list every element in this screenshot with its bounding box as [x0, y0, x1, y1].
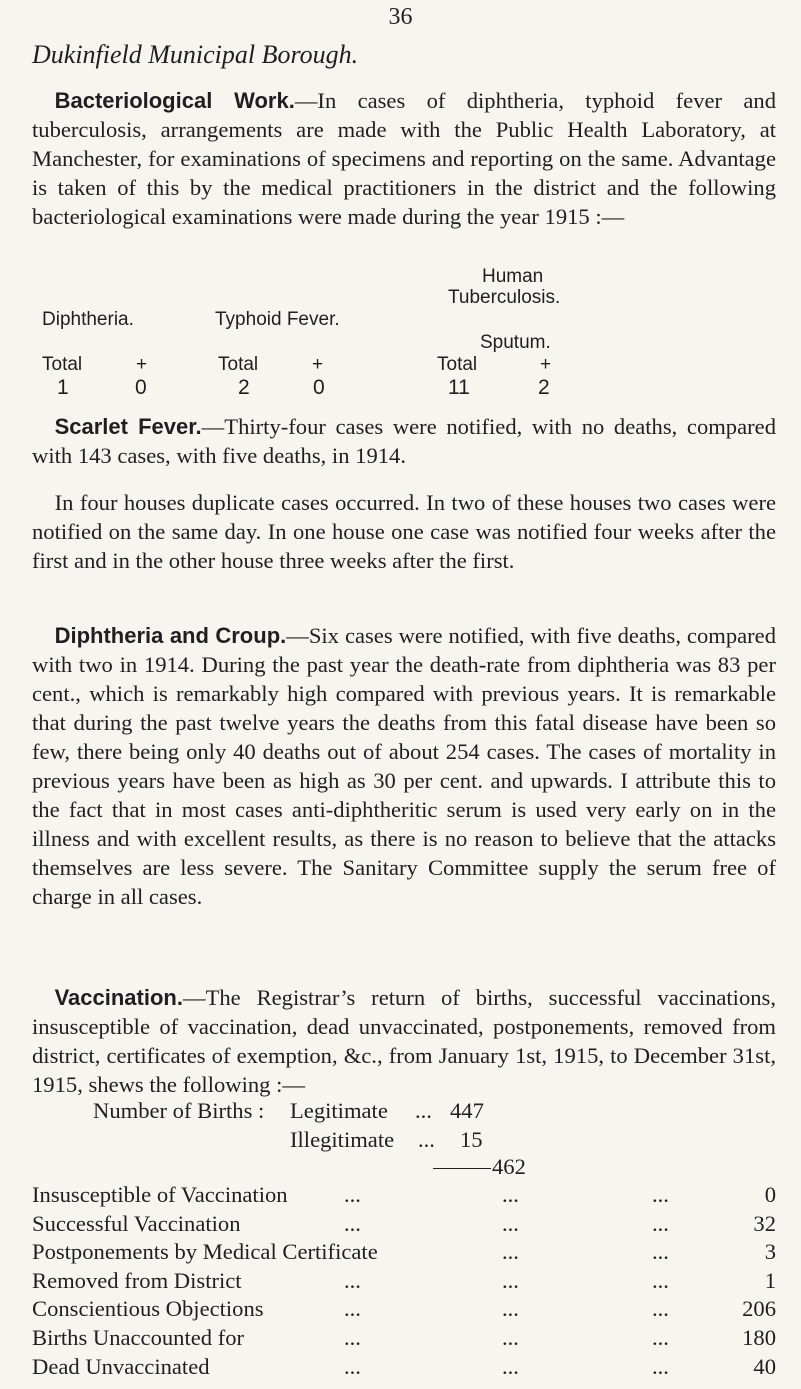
leader-dots: ...: [344, 1353, 361, 1379]
vaccination-row: [32, 1268, 776, 1298]
typhoid-total: 2: [238, 376, 250, 399]
leader-dots: ...: [344, 1182, 361, 1207]
leader-dots: ...: [502, 1296, 519, 1322]
leader-dots: ...: [344, 1267, 361, 1293]
tb-label-line3: Sputum.: [480, 332, 551, 353]
leader-dots: ...: [652, 1325, 669, 1350]
bacteriological-heading: Bacteriological Work.: [54, 88, 295, 113]
tb-plus: +: [540, 354, 552, 375]
leader-dots: ...: [344, 1296, 361, 1322]
births-total: 462: [492, 1154, 526, 1179]
vaccination-row-value: 3: [764, 1239, 776, 1265]
leader-dots: ...: [502, 1210, 519, 1236]
leader-dots: ...: [502, 1182, 519, 1207]
scarlet-heading: Scarlet Fever.: [54, 414, 202, 439]
leader-dots: ...: [652, 1239, 669, 1265]
vaccination-row-label: Successful Vaccination: [32, 1210, 241, 1236]
vaccination-row-value: 1: [764, 1267, 776, 1293]
scarlet-paragraph: [32, 412, 776, 470]
tb-positive: 2: [538, 376, 550, 399]
leader-dots: ...: [652, 1182, 669, 1207]
typhoid-total-label: Total: [218, 354, 259, 375]
bacteriological-text: —In cases of diphtheria, typhoid fever and tuberculosis, arrangements are made with the Public Health Laboratory, at Manchester, for examinations of specimens and reporting on the same. Advantage is taken of this by the medical practitioners in the district and the following bacteriological examinations were made during the year 1915 :—: [32, 88, 777, 229]
vaccination-row-value: 32: [753, 1210, 776, 1236]
leader-dots: ...: [652, 1296, 669, 1322]
vaccination-row: [32, 1211, 776, 1241]
leader-dots: ...: [502, 1267, 519, 1293]
leader-dots: ...: [652, 1267, 669, 1293]
vaccination-row-value: 206: [742, 1296, 776, 1322]
vaccination-row: [32, 1325, 776, 1355]
bacteriological-paragraph: [32, 86, 776, 231]
vaccination-row-value: 40: [753, 1353, 776, 1379]
leader-dots: ...: [502, 1353, 519, 1379]
illegitimate-value: 15: [460, 1127, 483, 1152]
typhoid-positive: 0: [313, 376, 325, 399]
tb-total-label: Total: [437, 354, 478, 375]
leader-dots: ...: [344, 1210, 361, 1236]
typhoid-plus: +: [312, 354, 324, 375]
vaccination-text: —The Registrar’s return of births, successful vaccinations, insusceptible of vaccination, dead unvaccinated, postponements, removed from district, certificates of exemption, &c., from January 1st, 1915, to December 31st, 1915, shews the following :—: [32, 985, 776, 1097]
running-head: Dukinfield Municipal Borough.: [32, 40, 359, 69]
vaccination-heading: Vaccination.: [54, 985, 183, 1010]
diphtheria-total: 1: [57, 376, 69, 399]
typhoid-label: Typhoid Fever.: [215, 309, 340, 330]
vaccination-row-label: Births Unaccounted for: [32, 1325, 245, 1350]
diphtheria-plus: +: [136, 354, 148, 375]
vaccination-row: [32, 1354, 776, 1384]
vaccination-row-label: Removed from District: [32, 1267, 242, 1293]
leader-dots: ...: [652, 1210, 669, 1236]
legitimate-label: Legitimate: [290, 1098, 388, 1123]
leader-dots: ...: [344, 1325, 361, 1350]
vaccination-row-label: Dead Unvaccinated: [32, 1353, 210, 1379]
legitimate-value: 447: [450, 1098, 484, 1123]
duplicate-text: In four houses duplicate cases occurred. In two of these houses two cases were notified on the same day. In one house one case was notified four weeks after the first and in the other house three weeks after the first.: [32, 490, 776, 573]
tb-label-line2: Tuberculosis.: [448, 287, 561, 308]
vaccination-row-label: Conscientious Objections: [32, 1296, 264, 1322]
vaccination-row-value: 0: [764, 1182, 776, 1207]
illegitimate-label: Illegitimate: [290, 1127, 395, 1152]
diphtheria-total-label: Total: [42, 354, 83, 375]
vaccination-row-label: Postponements by Medical Certificate: [32, 1239, 378, 1265]
births-sum-rule: [433, 1168, 491, 1169]
leader-dots: ...: [502, 1239, 519, 1265]
diphtheria-heading: Diphtheria and Croup.: [54, 623, 287, 648]
vaccination-row: [32, 1182, 776, 1212]
vaccination-row: [32, 1296, 776, 1326]
scarlet-text: —Thirty-four cases were notified, with no deaths, compared with 143 cases, with five deaths, in 1914.: [32, 414, 776, 468]
diphtheria-positive: 0: [135, 376, 147, 399]
leader-dots: ...: [652, 1353, 669, 1379]
legitimate-dots: ...: [415, 1098, 432, 1123]
diphtheria-label: Diphtheria.: [42, 309, 134, 330]
vaccination-row-label: Insusceptible of Vaccination: [32, 1182, 288, 1207]
illegitimate-dots: ...: [418, 1127, 435, 1152]
tb-total: 11: [448, 376, 470, 399]
page-number: 36: [388, 4, 413, 30]
leader-dots: ...: [502, 1325, 519, 1350]
diphtheria-text: —Six cases were notified, with five deaths, compared with two in 1914. During the past year the death-rate from diphtheria was 83 per cent., which is remarkably high compared with previous years. It is remarkable that during the past twelve years the deaths from this fatal disease have been so few, there being only 40 deaths out of about 254 cases. The cases of mortality in previous years have been as high as 30 per cent. and upwards. I attribute this to the fact that in most cases anti-diphtheritic serum is used very early on in the illness and with excellent results, as there is no reason to believe that the attacks themselves are less severe. The Sanitary Committee supply the serum free of charge in all cases.: [32, 623, 777, 909]
births-label: Number of Births :: [93, 1098, 265, 1123]
diphtheria-paragraph: [32, 621, 776, 911]
vaccination-row: [32, 1239, 776, 1269]
vaccination-paragraph: [32, 983, 776, 1099]
duplicate-paragraph: [32, 488, 776, 575]
tb-label-line1: Human: [482, 266, 544, 287]
vaccination-row-value: 180: [742, 1325, 776, 1350]
